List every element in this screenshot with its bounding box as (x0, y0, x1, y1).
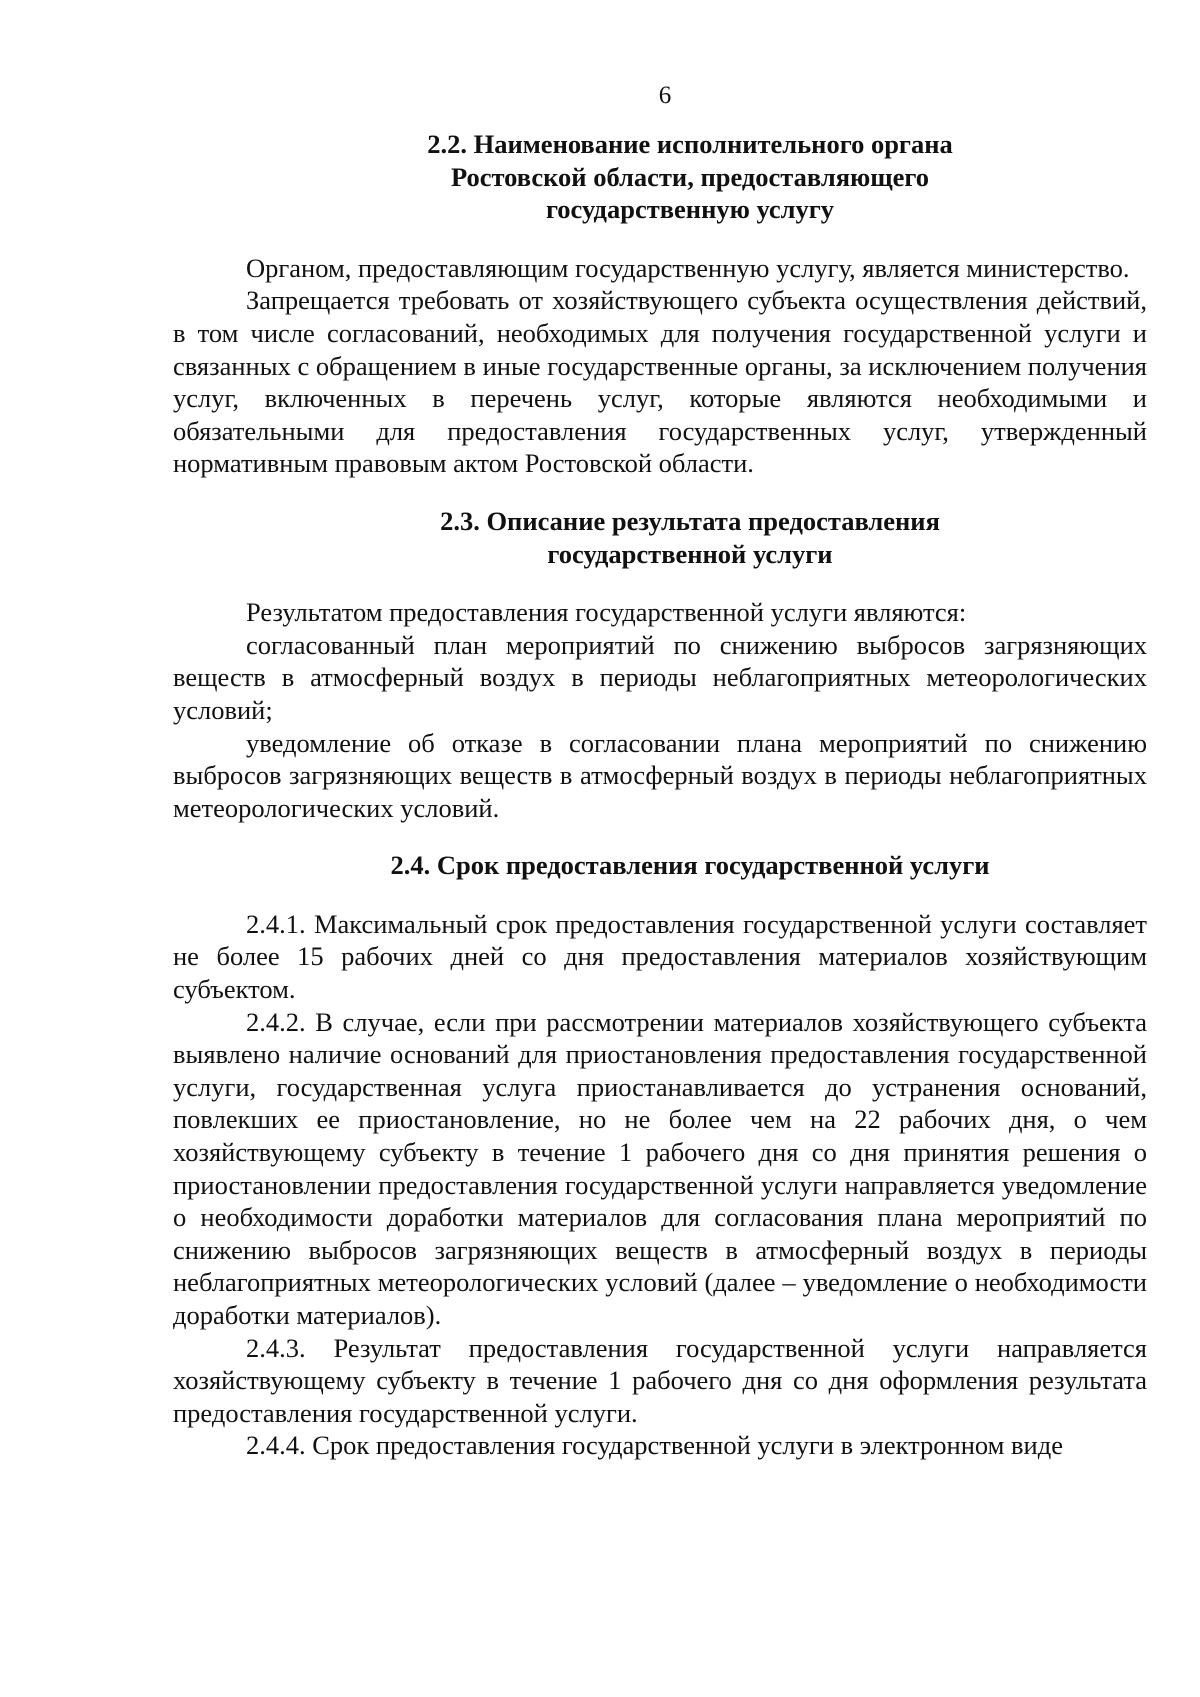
section-2-2-heading (173, 128, 1147, 226)
paragraph: 2.4.3. Результат предоставления государственной услуги направляется хозяйствующему субъекту в течение 1 рабочего дня со дня оформления результата предоставления государственной услуги. (173, 1332, 1147, 1428)
paragraph: 2.4.2. В случае, если при рассмотрении материалов хозяйствующего субъекта выявлено наличие оснований для приостановления предоставления государственной услуги, государственная услуга приостанавливается до устранения оснований, повлекших ее приостановление, но не более чем на 22 рабочих дня, о чем хозяйствующему субъекту в течение 1 рабочего дня со дня принятия решения о приостановлении предоставления государственной услуги направляется уведомление о необходимости доработки материалов для согласования плана мероприятий по снижению выбросов загрязняющих веществ в атмосферный воздух в периоды неблагоприятных метеорологических условий (далее – уведомление о необходимости доработки материалов). (173, 1006, 1147, 1330)
section-2-4-heading (173, 849, 1147, 882)
heading-line: 2.2. Наименование исполнительного органа (427, 129, 953, 159)
paragraph: Органом, предоставляющим государственную услугу, является министерство. (246, 252, 1130, 283)
paragraph: согласованный план мероприятий по снижению выбросов загрязняющих веществ в атмосферный воздух в периоды неблагоприятных метеорологических условий; (173, 629, 1147, 725)
heading-line: Ростовской области, предоставляющего (450, 161, 930, 192)
paragraph: 2.4.4. Срок предоставления государственной услуги в электронном виде (246, 1430, 1063, 1461)
heading-line: 2.4. Срок предоставления государственной услуги (390, 850, 990, 881)
heading-line: 2.3. Описание результата предоставления (440, 505, 940, 536)
section-2-3-heading (173, 505, 1147, 570)
paragraph: 2.4.1. Максимальный срок предоставления государственной услуги составляет не более 15 рабочих дней со дня предоставления материалов хозяйствующим субъектом. (173, 908, 1147, 1005)
paragraph: уведомление об отказе в согласовании плана мероприятий по снижению выбросов загрязняющих веществ в атмосферный воздух в периоды неблагоприятных метеорологических условий. (173, 727, 1147, 823)
page-number: 6 (658, 82, 672, 109)
heading-line: государственной услуги (547, 538, 833, 569)
document-body (173, 128, 1147, 1462)
paragraph: Результатом предоставления государственной услуги являются: (246, 597, 967, 628)
heading-line: государственную услугу (545, 194, 835, 225)
paragraph: Запрещается требовать от хозяйствующего субъекта осуществления действий, в том числе согласований, необходимых для получения государственной услуги и связанных с обращением в иные государственные органы, за исключением получения услуг, включенных в перечень услуг, которые являются необходимыми и обязательными для предоставления государственных услуг, утвержденный нормативным правовым актом Ростовской области. (173, 285, 1147, 479)
